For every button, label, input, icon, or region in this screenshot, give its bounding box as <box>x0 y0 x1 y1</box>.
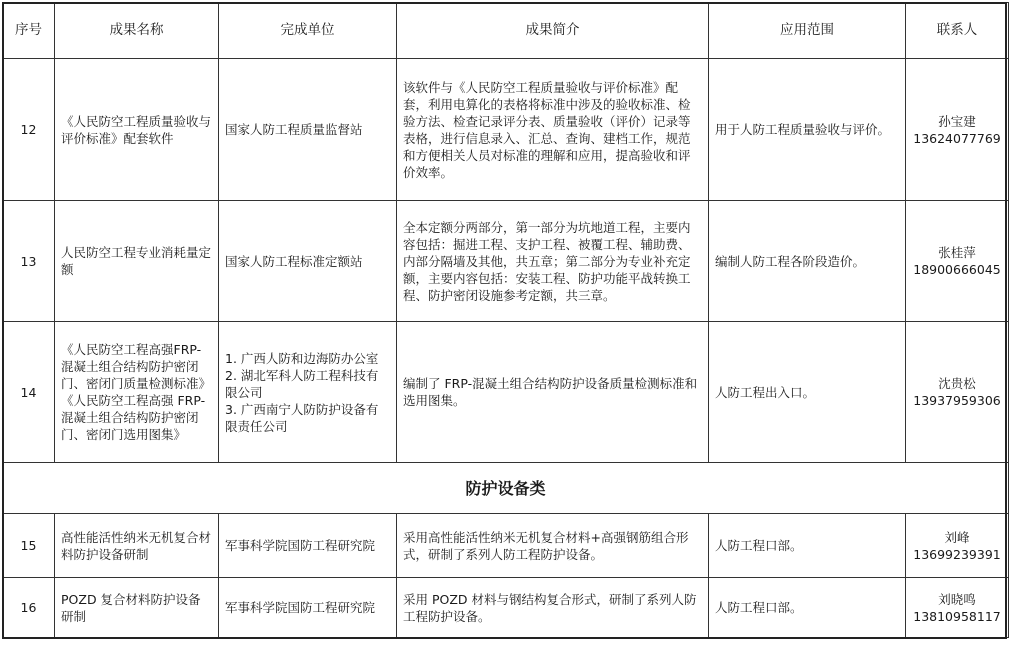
row-no: 13 <box>3 201 55 322</box>
row-contact <box>906 322 1009 463</box>
org-line: 3. 广西南宁人防防护设备有限责任公司 <box>225 401 379 434</box>
row-scope: 用于人防工程质量验收与评价。 <box>709 59 906 201</box>
row-summary: 全本定额分两部分，第一部分为坑地道工程，主要内容包括：掘进工程、支护工程、被覆工程、辅助费、内部分隔墙及其他，共五章；第二部分为专业补充定额，主要内容包括：安装工程、防护功能平战转换工程、防护密闭设施参考定额，共三章。 <box>397 201 709 322</box>
org-line: 国家人防工程标准定额站 <box>225 253 363 269</box>
contact-name: 刘晓鸣 <box>938 591 976 607</box>
contact-name: 张桂萍 <box>938 245 976 260</box>
header-no: 序号 <box>3 3 55 59</box>
achievements-table <box>2 2 1009 638</box>
row-scope: 编制人防工程各阶段造价。 <box>709 201 906 322</box>
row-summary: 该软件与《人民防空工程质量验收与评价标准》配套，利用电算化的表格将标准中涉及的验收标准、检验方法、检查记录评分表、质量验收（评价）记录等表格，进行信息录入、汇总、查询、建档工作，规范和方便相关人员对标准的理解和应用，提高验收和评价效率。 <box>397 59 709 201</box>
row-name: 人民防空工程专业消耗量定额 <box>55 201 219 322</box>
row-no: 14 <box>3 322 55 463</box>
row-org <box>219 578 397 638</box>
row-summary: 采用 POZD 材料与钢结构复合形式，研制了系列人防工程防护设备。 <box>397 578 709 638</box>
org-line: 1. 广西人防和边海防办公室 <box>225 350 379 366</box>
contact-phone: 13937959306 <box>913 393 1001 408</box>
row-summary: 采用高性能活性纳米无机复合材料+高强钢筋组合形式，研制了系列人防工程防护设备。 <box>397 514 709 578</box>
table-row <box>3 578 1009 638</box>
contact-name: 刘峰 <box>944 529 970 545</box>
row-org <box>219 322 397 463</box>
contact-phone: 18900666045 <box>913 262 1001 277</box>
row-scope: 人防工程出入口。 <box>709 322 906 463</box>
contact-name: 沈贵松 <box>938 376 976 391</box>
row-name: 高性能活性纳米无机复合材料防护设备研制 <box>55 514 219 578</box>
contact-phone: 13699239391 <box>913 546 1001 562</box>
org-line: 军事科学院国防工程研究院 <box>225 600 376 615</box>
org-line: 军事科学院国防工程研究院 <box>225 538 376 553</box>
row-no: 12 <box>3 59 55 201</box>
table-row <box>3 322 1009 463</box>
row-contact <box>906 59 1009 201</box>
row-org <box>219 59 397 201</box>
row-contact <box>906 578 1009 638</box>
header-name: 成果名称 <box>55 3 219 59</box>
table-row <box>3 201 1009 322</box>
row-scope: 人防工程口部。 <box>709 578 906 638</box>
contact-name: 孙宝建 <box>938 113 976 129</box>
row-name: 《人民防空工程质量验收与评价标准》配套软件 <box>55 59 219 201</box>
header-scope: 应用范围 <box>709 3 906 59</box>
row-org <box>219 514 397 578</box>
row-contact <box>906 201 1009 322</box>
row-contact <box>906 514 1009 578</box>
row-name: 《人民防空工程高强FRP-混凝土组合结构防护密闭门、密闭门质量检测标准》《人民防空工程高强 FRP-混凝土组合结构防护密闭门、密闭门选用图集》 <box>55 322 219 463</box>
row-name: POZD 复合材料防护设备研制 <box>55 578 219 638</box>
table-row <box>3 59 1009 201</box>
header-summary: 成果简介 <box>397 3 709 59</box>
contact-phone: 13810958117 <box>913 608 1001 624</box>
row-scope: 人防工程口部。 <box>709 514 906 578</box>
section-row <box>3 463 1009 514</box>
contact-phone: 13624077769 <box>913 130 1001 146</box>
row-summary: 编制了 FRP-混凝土组合结构防护设备质量检测标准和选用图集。 <box>397 322 709 463</box>
header-org: 完成单位 <box>219 3 397 59</box>
header-contact: 联系人 <box>906 3 1009 59</box>
row-no: 15 <box>3 514 55 578</box>
org-line: 2. 湖北军科人防工程科技有限公司 <box>225 367 379 400</box>
org-line: 国家人防工程质量监督站 <box>225 122 363 137</box>
header-row <box>3 3 1009 59</box>
section-title: 防护设备类 <box>3 463 1009 514</box>
table-row <box>3 514 1009 578</box>
row-org <box>219 201 397 322</box>
row-no: 16 <box>3 578 55 638</box>
